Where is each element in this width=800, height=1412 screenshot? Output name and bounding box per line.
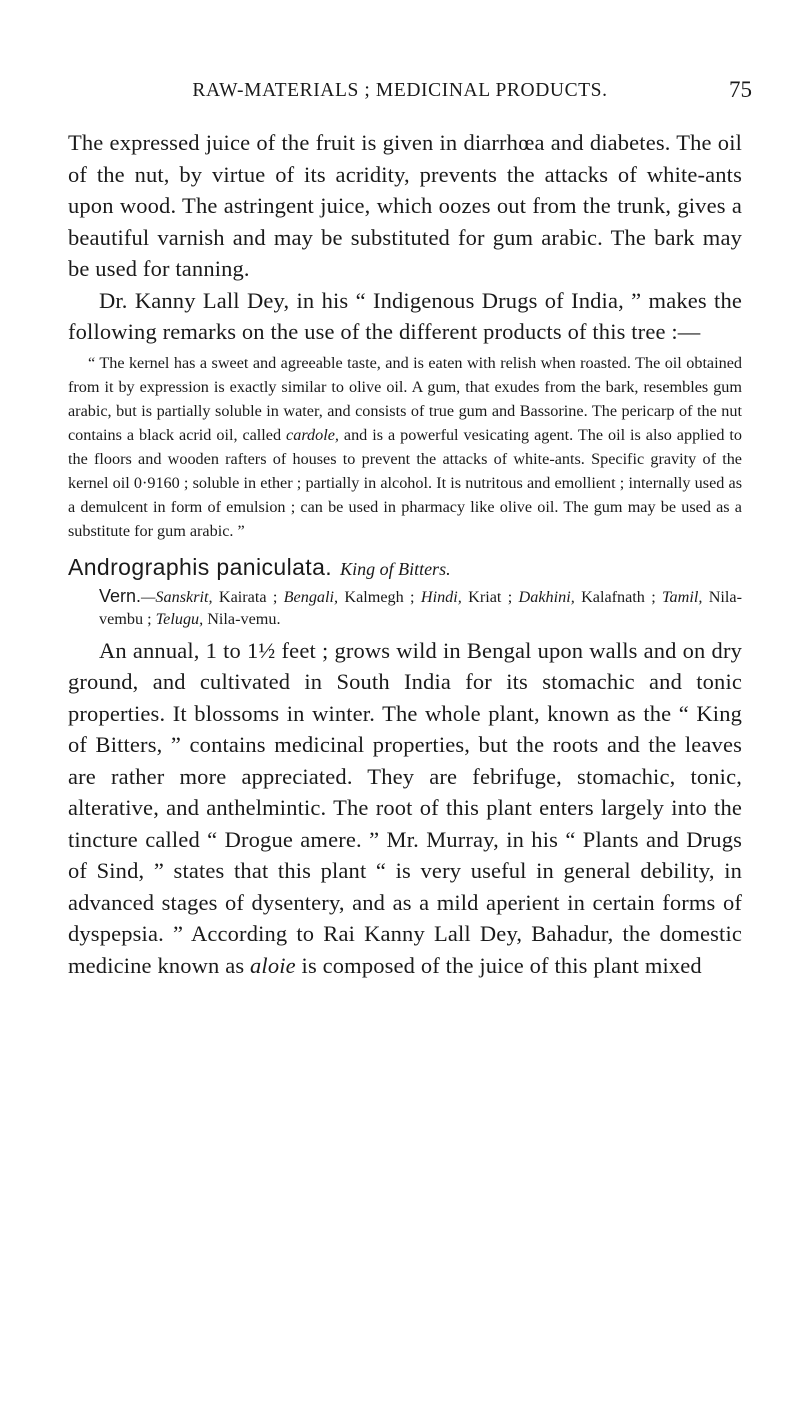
description-text-a: An annual, 1 to 1½ feet ; grows wild in Bengal upon walls and on dry ground, and cultivated in South India for its stomachic and tonic properties. It blossoms in winter. The whole plant, known as the “ King of Bitters, ” contains medicinal properties, but the roots and the leaves are rather more appreciated. They are febrifuge, stomachic, tonic, alterative, and anthelmintic. The root of this plant enters largely into the tincture called “ Drogue amere. ” Mr. Murray, in his “ Plants and Drugs of Sind, ” states that this plant “ is very useful in general debility, in advanced stages of dysentery, and as a mild aperient in certain forms of dyspepsia. ” According to Rai Kanny Lall Dey, Bahadur, the domestic medicine known as [68, 637, 742, 978]
vern-label: Vern. [99, 585, 142, 606]
quote-italic-term: cardole, [286, 425, 339, 444]
description-italic-term: aloie [250, 952, 296, 978]
vern-name-hindi: Kriat ; [461, 587, 519, 606]
paragraph-description [68, 635, 742, 982]
species-common-name: King of Bitters. [340, 558, 451, 579]
vern-lang-sanskrit: —Sanskrit, [141, 587, 213, 606]
vernacular-names [68, 585, 742, 630]
quote-text-b: and is a powerful vesicating agent. The oil is also applied to the floors and wooden rafters of houses to prevent the attacks of white-ants. Specific gravity of the kernel oil 0·9160 ; soluble in ether ; partially in alcohol. It is nutritous and emollient ; internally used as a demulcent in form of emulsion ; can be used in pharmacy like olive oil. The gum may be used as a substitute for gum arabic. ” [68, 425, 742, 540]
vern-lang-tamil: Tamil, [662, 587, 703, 606]
quote-text-a: “ The kernel has a sweet and agreeable taste, and is eaten with relish when roasted. The oil obtained from it by expression is exactly similar to olive oil. A gum, that exudes from the bark, resembles gum arabic, but is partially soluble in water, and consists of true gum and Bassorine. The pericarp of the nut contains a black acrid oil, called [68, 353, 742, 444]
text-block [68, 127, 742, 981]
vern-name-tamil: Nila-vembu ; [99, 587, 742, 628]
description-text-b: is composed of the juice of this plant mixed [295, 952, 702, 978]
running-title: RAW-MATERIALS ; MEDICINAL PRODUCTS. [192, 80, 608, 101]
page-number: 75 [729, 77, 752, 102]
vern-lang-telugu: Telugu, [155, 609, 204, 628]
vern-name-dakhini: Kalafnath ; [574, 587, 663, 606]
block-quote [68, 351, 742, 543]
paragraph-dey-remarks: Dr. Kanny Lall Dey, in his “ Indigenous Drugs of India, ” makes the following remarks on the use of the different products of this tree :— [68, 287, 742, 344]
species-name: Andrographis paniculata. [68, 553, 333, 580]
species-heading [68, 551, 742, 585]
vern-name-bengali: Kalmegh ; [338, 587, 421, 606]
running-head [0, 77, 800, 110]
vern-lang-hindi: Hindi, [420, 587, 462, 606]
vern-lang-bengali: Bengali, [283, 587, 339, 606]
vern-name-telugu: Nila-vemu. [203, 609, 281, 628]
vern-name-sanskrit: Kairata ; [212, 587, 284, 606]
vern-lang-dakhini: Dakhini, [518, 587, 575, 606]
paragraph-fruit-juice: The expressed juice of the fruit is given in diarrhœa and diabetes. The oil of the nut, by virtue of its acridity, prevents the attacks of white-ants upon wood. The astringent juice, which oozes out from the trunk, gives a beautiful varnish and may be substituted for gum arabic. The bark may be used for tanning. [68, 130, 742, 281]
